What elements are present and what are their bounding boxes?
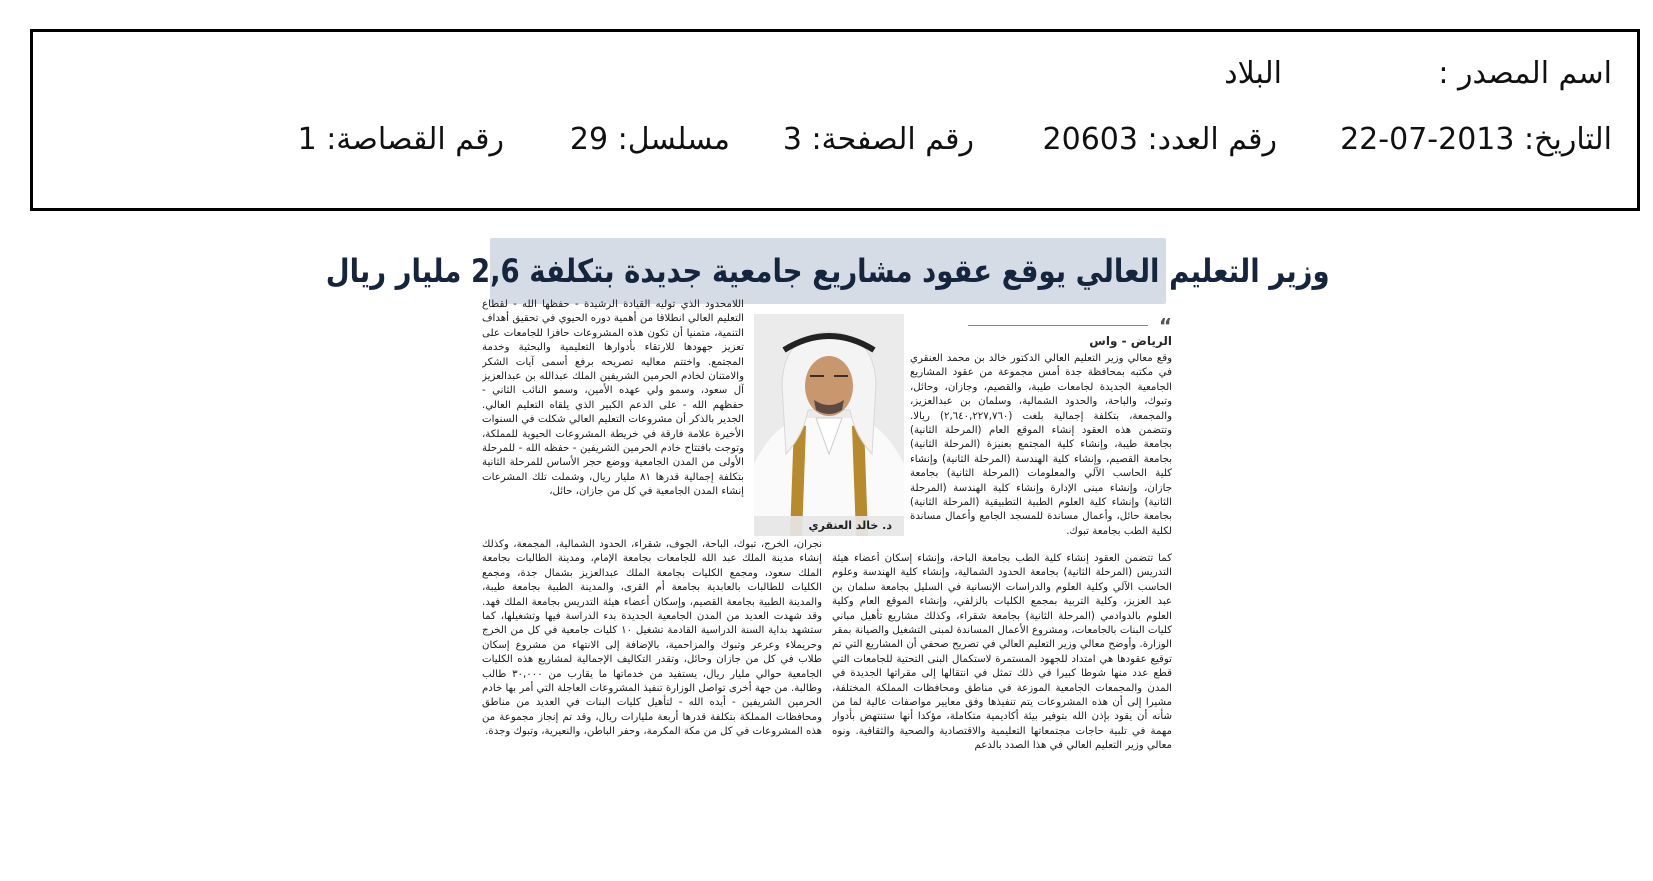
- text-column-left-top: [482, 298, 744, 543]
- serial-field: مسلسل: 29: [569, 122, 730, 157]
- article-headline: وزير التعليم العالي يوقع عقود مشاريع جامعية جديدة بتكلفة 2,6 مليار ريال: [326, 252, 1330, 290]
- page-number-field: رقم الصفحة: 3: [782, 122, 974, 157]
- details-row: [212, 120, 1612, 160]
- minister-photo: [754, 314, 904, 536]
- source-row: [1012, 54, 1612, 94]
- article-paragraph: اللامحدود الذي توليه القيادة الرشيدة - حفظها الله - لقطاع التعليم العالي انطلاقا من أهمية دوره الحيوي في تحقيق أهداف التنمية، متمنيا أن تكون هذه المشروعات حافزا للجامعات على تعزيز جهودها للارتقاء بأدوارها التعليمية والبحثية وخدمة المجتمع. واختتم معاليه تصريحه برفع أسمى آيات الشكر والامتنان لخادم الحرمين الشريفين الملك عبدالله بن عبدالعزيز آل سعود، وسمو ولي عهده الأمين، وسمو النائب الثاني - حفظهم الله - على الدعم الكبير الذي يلقاه التعليم العالي. الجدير بالذكر أن مشروعات التعليم العالي شكلت في السنوات الأخيرة علامة فارقة في خريطة المشروعات الحيوية للمملكة، وتوجت بافتتاح خادم الحرمين الشريفين - حفظه الله - للمرحلة الأولى من المدن الجامعية ووضع حجر الأساس للمرحلة الثانية بتكلفة إجمالية قدرها ٨١ مليار ريال، وشملت تلك المشرعات إنشاء المدن الجامعية في كل من جازان، حائل،: [482, 299, 744, 498]
- source-info-box: [30, 29, 1640, 211]
- text-column-right-bottom: [832, 552, 1172, 852]
- article-paragraph: وقع معالي وزير التعليم العالي الدكتور خالد بن محمد العنقري في مكتبه بمحافظة جدة أمس مجموعة من عقود المشاريع الجامعية الجديدة لجامعات طيبة، والقصيم، وجازان، وحائل، وتبوك، والباحة، والحدود الشمالية، وسلمان بن عبدالعزيز، والمجمعة، بتكلفة إجمالية بلغت (٢,٦٤٠,٢٢٧,٧٦٠) ريالا. وتتضمن هذه العقود إنشاء الموقع العام (المرحلة الثانية) بجامعة طيبة، وإنشاء كلية المجتمع بعنيزة (المرحلة الثانية) بجامعة القصيم، وإنشاء كلية الهندسة (المرحلة الثانية) وإنشاء كلية الحاسب الآلي والمعلومات (المرحلة الثانية) بجامعة جازان، وإنشاء مبنى الإدارة وإنشاء كلية الهندسة (المرحلة الثانية) وإنشاء كلية العلوم الطبية التطبيقية (المرحلة الثانية) بجامعة حائل، وأعمال مساندة للمسجد الجامع وأعمال مساندة لكلية الطب بجامعة تبوك.: [910, 353, 1172, 537]
- article-paragraph: كما تتضمن العقود إنشاء كلية الطب بجامعة الباحة، وإنشاء إسكان أعضاء هيئة التدريس (المرحلة الثانية) بجامعة الحدود الشمالية، وإنشاء كلية الهندسة وعلوم الحاسب الآلي وكلية العلوم والدراسات الإنسانية في السليل بجامعة سلمان بن عبد العزيز، وكلية التربية بمجمع الكليات بالزلفي، وإنشاء الموقع العام وكلية العلوم بالدوادمي (المرحلة الثانية) بجامعة شقراء، وكذلك مشاريع تأهيل مباني كليات البنات بالجامعات، ومشروع الأعمال المساندة لمبنى التشغيل والصيانة بمقر الوزارة. وأوضح معالي وزير التعليم العالي في تصريح صحفي أن المشاريع التي تم توقيع عقودها هي امتداد للجهود المستمرة لاستكمال البنى التحتية للجامعات التي قطع عدد منها شوطا كبيرا في ذلك تمثل في انتقالها إلى مقراتها الجديدة في المدن والمجمعات الجامعية الموزعة في مناطق ومحافظات المملكة المختلفة، مشيرا إلى أن هذه المشروعات يتم تنفيذها وفق معايير مواصفات عالية لما من شأنه أن يقود بإذن الله بتوفير بيئة أكاديمية متكاملة، مؤكدا أنها ستنتهض بأدوار مهمة في تلبية حاجات مجتمعاتها التعليمية والاقتصادية والصحية والثقافية. ونوه معالي وزير التعليم العالي في هذا الصدد بالدعم: [832, 553, 1172, 752]
- article-paragraph: نجران، الخرج، تبوك، الباحة، الجوف، شقراء، الحدود الشمالية، المجمعة، وكذلك إنشاء مدينة الملك عبد الله للجامعات بجامعة الإمام، ومدينة الطالبات بجامعة الملك سعود، ومجمع الكليات بجامعة الملك عبدالعزيز بشمال جدة، ومجمع الكليات للطالبات بالعابدية بجامعة أم القرى، والمدينة الطبية بجامعة طيبة، والمدينة الطبية بجامعة القصيم، وإسكان أعضاء هيئة التدريس بجامعة الملك فهد. وقد شهدت العديد من المدن الجامعية الجديدة بدء الدراسة فيها وتشغيلها، كما ستشهد بداية السنة الدراسية القادمة تشغيل ١٠ كليات جامعية في كل من الخرج وحريملاء وعرعر وتبوك والمزاحمية، بالإضافة إلى الانتهاء من مشروع إسكان طلاب في كل من جازان وحائل، وتقدر التكاليف الإجمالية لمشاريع هذه الكليات الجامعية حوالي مليار ريال، يستفيد من خدماتها ما يقارب من ٣٠,٠٠٠ طالب وطالبة. من جهة أخرى تواصل الوزارة تنفيذ المشروعات العاجلة التي أمر بها خادم الحرمين الشريفين - أيده الله - لتأهيل كليات البنات في العديد من مناطق ومحافظات المملكة بتكلفة قدرها أربعة مليارات ريال، وقد تم إنجاز مجموعة من هذه المشروعات في كل من مكة المكرمة، وحفر الباطن، والنعيرية، وتبوك وجدة.: [482, 539, 822, 738]
- source-label: اسم المصدر :: [1438, 56, 1612, 91]
- date-field: التاريخ: 2013-07-22: [1340, 122, 1612, 157]
- source-value: البلاد: [1224, 56, 1282, 91]
- ornament-line: [968, 325, 1148, 326]
- portrait-image: [754, 314, 904, 536]
- article-dateline: الرياض - واس: [1089, 334, 1172, 348]
- photo-caption: د. خالد العنقري: [754, 516, 904, 536]
- article-headline-banner: [326, 238, 1330, 304]
- newspaper-clipping: [326, 236, 1330, 864]
- text-column-left-bottom: [482, 538, 822, 852]
- issue-number-field: رقم العدد: 20603: [1042, 122, 1277, 157]
- quote-mark-icon: “: [1158, 314, 1172, 338]
- dateline-ornament: [952, 314, 1172, 338]
- clip-number-field: رقم القصاصة: 1: [297, 122, 504, 157]
